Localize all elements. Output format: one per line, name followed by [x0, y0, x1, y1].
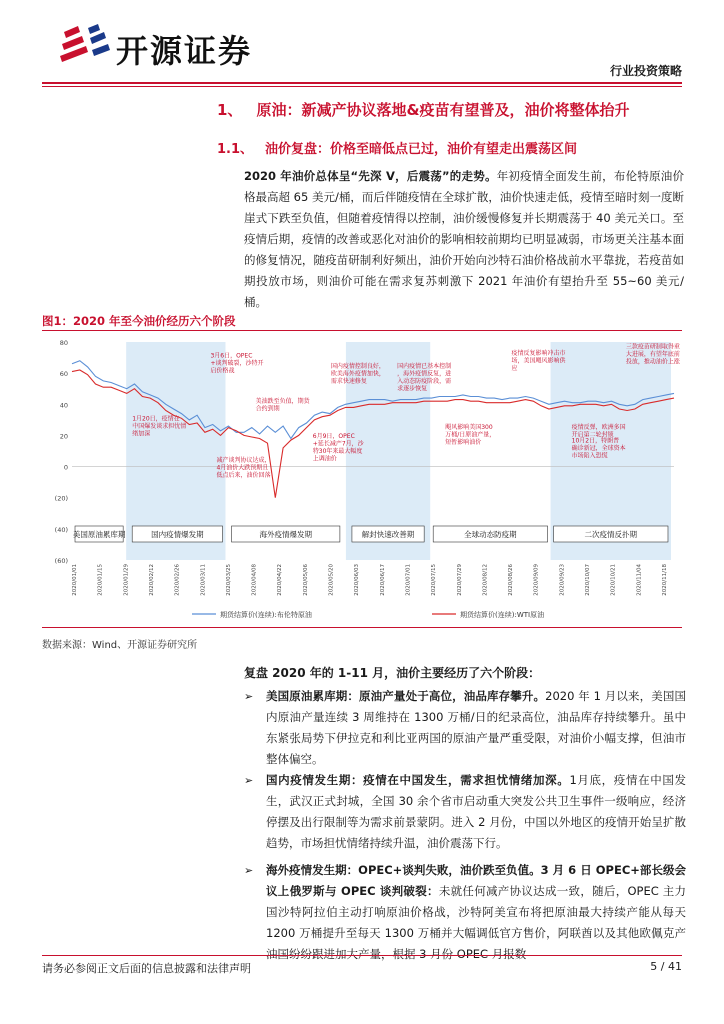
figure-source: 数据来源：Wind、开源证券研究所	[42, 640, 198, 651]
brand-name: 开源证券	[116, 32, 253, 70]
annotation: 1月20日，疫情在中国爆发谈求担忧情绪加深	[132, 415, 187, 438]
section-number: 1、	[217, 101, 243, 119]
phase-label: 国内疫情爆发期	[151, 530, 204, 539]
x-tick-label: 2020/03/11	[200, 564, 207, 596]
annotation: 减产谈判协议达成， 4月油价大跌预期且低点后来，油价回落	[216, 456, 271, 479]
annotation: 国内疫情已基本控制，海外疫情反复，进入动态防疫阶段，需求逐步恢复	[397, 363, 452, 393]
x-tick-label: 2020/08/12	[482, 564, 489, 596]
x-tick-label: 2020/11/18	[661, 564, 668, 596]
section-heading	[217, 99, 630, 120]
bullet-body: 未就任何减产协议达成一致，随后，OPEC 主力国沙特阿拉伯主动打响原油价格战，沙特阿美宣布将把原油最大持续产能从每天 1200 万桶提升至每天 1300 万桶并大幅调低官方售价，阿联酋以及其他欧佩克产油国纷纷跟进加大产量，根据 3 月份 OPEC 月报数	[266, 884, 687, 961]
y-tick-label: 0	[63, 463, 68, 472]
x-tick-label: 2020/06/17	[379, 564, 386, 596]
oil-price-chart	[42, 334, 682, 624]
x-tick-label: 2020/07/15	[431, 564, 438, 596]
phase-label: 全球动态防疫期	[464, 530, 517, 539]
y-tick-label: (60)	[54, 557, 68, 565]
footer-divider	[42, 955, 682, 956]
bullet-lead: 海外疫情发生期：OPEC+谈判失败，油价跌至负值。3 月 6 日 OPEC+部长级会议上俄罗斯与 OPEC 谈判破裂：	[266, 863, 686, 898]
x-tick-label: 2020/02/26	[174, 564, 181, 596]
phase-label: 美国原油累库期	[72, 530, 126, 539]
page-number: 5 / 41	[650, 960, 682, 973]
subsection-title: 油价复盘：价格至暗低点已过，油价有望走出震荡区间	[265, 142, 578, 157]
x-tick-label: 2020/03/25	[225, 564, 232, 596]
y-tick-label: 60	[59, 370, 68, 379]
header-divider	[42, 82, 682, 84]
footer-disclaimer: 请务必参阅正文后面的信息披露和法律声明	[42, 962, 251, 975]
annotation: 国内疫情控制良好，欧美海外疫情加快，需求快速修复	[330, 363, 385, 386]
x-tick-label: 2020/02/12	[148, 564, 155, 596]
x-tick-label: 2020/10/07	[585, 564, 592, 596]
x-tick-label: 2020/08/26	[508, 564, 515, 596]
bullet-lead: 美国原油累库期：原油产量处于高位，油品库存攀升。	[266, 689, 546, 703]
phase-label: 二次疫情反扑期	[584, 530, 638, 539]
figure-bottom-rule	[42, 627, 682, 628]
list-item	[244, 770, 686, 854]
annotation: 美油跌至负值，期货合约到期	[255, 398, 310, 413]
intro-paragraph	[244, 166, 684, 313]
section-title: 原油：新减产协议落地&疫苗有望普及，油价将整体抬升	[256, 101, 630, 119]
y-tick-label: (40)	[54, 525, 68, 534]
annotation: 3月6日，OPEC +谈判破裂，沙特开启价格战	[210, 352, 264, 375]
subsection-number: 1.1、	[217, 142, 254, 157]
brand-logo	[58, 22, 318, 70]
x-tick-label: 2020/06/03	[354, 564, 361, 596]
figure-top-rule	[42, 330, 682, 331]
x-tick-label: 2020/07/01	[405, 564, 412, 596]
annotation: 三款疫苗研制取得重大进展，有望年底前投放，推动油价上涨	[625, 343, 680, 366]
arrow-bullet-icon: ➢	[244, 690, 254, 703]
arrow-bullet-icon: ➢	[244, 864, 254, 877]
x-tick-label: 2020/07/29	[456, 564, 463, 596]
x-tick-label: 2020/10/21	[610, 564, 617, 596]
annotation: 6月9日，OPEC +延长减产7月，沙特30年来最大幅度上调油价	[312, 432, 364, 463]
phase-label: 解封快速改善期	[361, 530, 415, 539]
x-tick-label: 2020/09/23	[559, 564, 566, 596]
report-type: 行业投资策略	[609, 64, 682, 78]
legend-label: 期货结算价(连续):WTI原油	[460, 611, 545, 619]
annotation: 飓风影响美国300 万桶/日原油产量，短暂影响油价	[445, 424, 496, 447]
legend-label: 期货结算价(连续):布伦特原油	[220, 611, 312, 619]
subsection-heading	[217, 138, 577, 157]
bullet-lead: 国内疫情发生期：疫情在中国发生，需求担忧情绪加深。	[266, 773, 570, 787]
x-tick-label: 2020/04/08	[251, 564, 258, 596]
bullet-body: 2020 年 1 月以来，美国国内原油产量连续 3 周维持在 1300 万桶/日的纪录高位，油品库存持续攀升。虽中东紧张局势下伊拉克和利比亚两国的原油产量严重受限，对油价小幅支撑，但油市整体偏空。	[266, 689, 686, 766]
x-tick-label: 2020/11/04	[636, 564, 643, 596]
y-tick-label: (20)	[54, 494, 68, 503]
figure-title: 图1：2020 年至今油价经历六个阶段	[42, 314, 236, 328]
bullet-body: 1月底，疫情在中国发生，武汉正式封城，全国 30 余个省市启动重大突发公共卫生事件一级响应，经济停摆及出行限制等为需求前景蒙阴。进入 2 月份，中国以外地区的疫情开始呈扩散趋势，市场担忧情绪持续升温，油价震荡下行。	[266, 773, 686, 850]
intro-body: 年初疫情全面发生前，布伦特原油价格最高超 65 美元/桶，而后伴随疫情在全球扩散，油价快速走低，疫情至暗时刻一度断崖式下跌至负值，但随着疫情得以控制，油价缓慢修复并长期震荡于 40 美元关口。至疫情后期，疫情的改善或恶化对油价的影响相较前期均已明显减弱，市场更关注基本面的修复情况，随疫苗研制利好频出，油价开始向沙特石油价格战前水平靠拢，若疫苗如期投放市场，则油价可能在需求复苏刺激下 2021 年油价有望抬升至 55~60 美元/桶。	[244, 169, 685, 309]
y-tick-label: 40	[59, 401, 68, 410]
intro-lead: 2020 年油价总体呈“先深 V，后震荡”的走势。	[244, 169, 497, 183]
recap-title: 复盘 2020 年的 1-11 月，油价主要经历了六个阶段：	[244, 666, 541, 680]
x-tick-label: 2020/05/06	[302, 564, 309, 596]
annotation: 10月2日，特朗普确诊新冠，全球资本市场陷入恐慌	[571, 437, 626, 460]
annotation: 疫情反复影响冲击市场，美国飓风影响供应	[511, 350, 566, 373]
x-tick-label: 2020/01/15	[97, 564, 104, 596]
annotation: 疫情反弹，欧洲多国开启第二轮封锁	[571, 424, 626, 439]
y-tick-label: 20	[59, 432, 68, 441]
arrow-bullet-icon: ➢	[244, 774, 254, 787]
y-tick-label: 80	[59, 339, 68, 347]
logo-mark-icon	[58, 22, 110, 70]
list-item	[244, 686, 686, 770]
x-tick-label: 2020/05/20	[328, 564, 335, 596]
header-divider-thin	[42, 86, 682, 87]
x-tick-label: 2020/04/22	[277, 564, 284, 596]
list-item	[244, 860, 686, 965]
x-tick-label: 2020/01/01	[72, 564, 78, 596]
x-tick-label: 2020/01/29	[123, 564, 130, 596]
phase-label: 海外疫情爆发期	[259, 530, 312, 539]
x-tick-label: 2020/09/09	[533, 564, 540, 596]
